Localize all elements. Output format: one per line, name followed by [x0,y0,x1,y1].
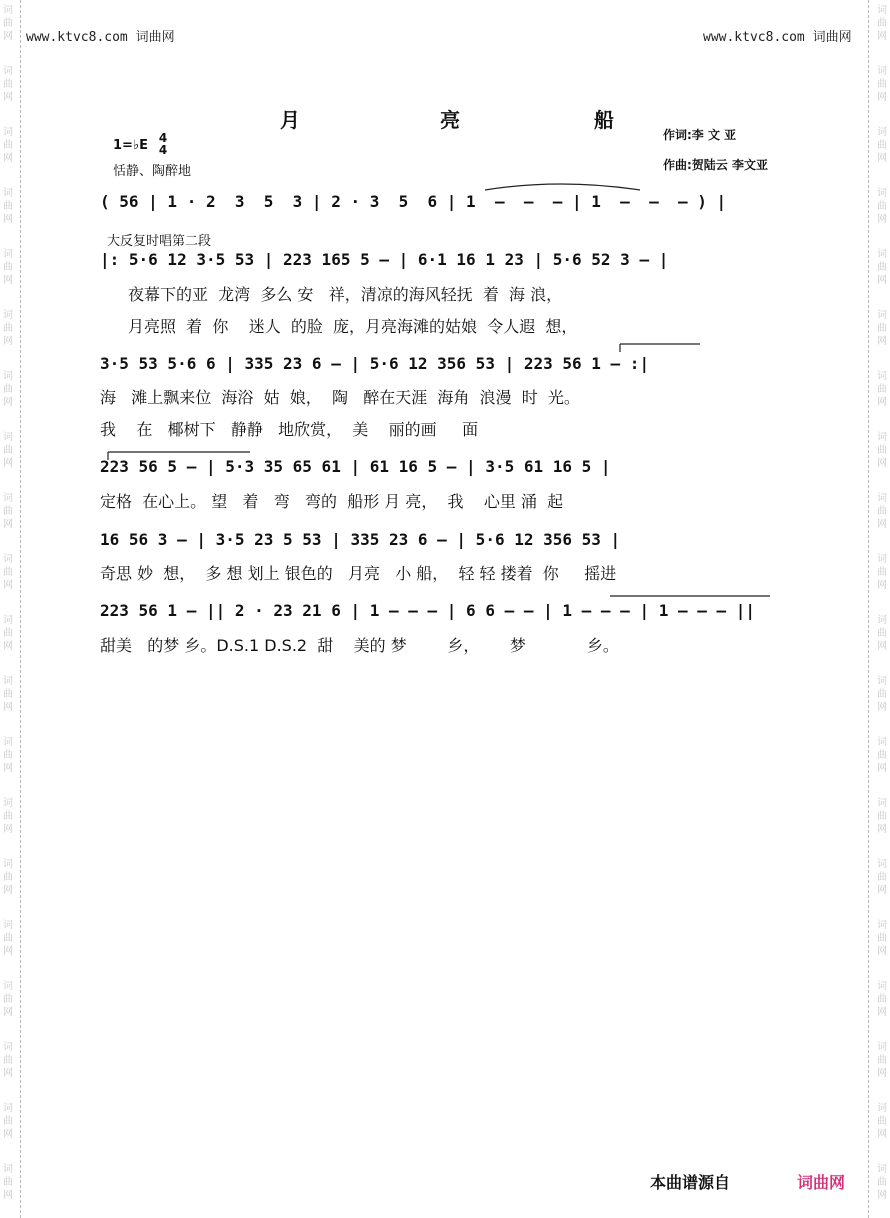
side-watermark [875,65,889,104]
side-watermark [1,553,15,592]
side-watermark [875,431,889,470]
side-watermark-char: 网 [877,763,887,774]
side-watermark [875,1163,889,1202]
side-watermark [1,675,15,714]
side-watermark-char: 曲 [877,445,887,456]
side-watermark-char: 曲 [877,811,887,822]
side-watermark-char: 曲 [877,1177,887,1188]
side-watermark-char: 曲 [877,18,887,29]
score-row-4-notes: 223 56 5 — | 5·3 35 65 61 | 61 16 5 — | 3·5 61 16 5 | [100,457,611,476]
side-watermark-char: 网 [877,214,887,225]
side-watermark-char: 网 [3,31,13,42]
side-watermark-char: 网 [3,763,13,774]
side-watermark [1,1041,15,1080]
side-watermark [875,1041,889,1080]
side-watermark-char: 词 [3,1164,13,1175]
side-watermark-char: 网 [877,1129,887,1140]
side-watermark-char: 词 [877,371,887,382]
side-watermark-char: 网 [3,702,13,713]
side-watermark-char: 网 [877,1007,887,1018]
side-watermark-char: 词 [3,5,13,16]
side-watermark-char: 网 [3,153,13,164]
side-watermark-char: 词 [877,920,887,931]
side-watermark-char: 网 [877,31,887,42]
side-watermark-char: 曲 [3,628,13,639]
side-watermark [875,614,889,653]
repeat-instruction: 大反复时唱第二段 [107,234,212,249]
side-watermark-char: 词 [877,1103,887,1114]
time-sig-top: 4 [158,131,168,145]
side-watermark-char: 词 [877,859,887,870]
side-watermark-char: 网 [3,519,13,530]
side-watermark-char: 曲 [877,201,887,212]
side-watermark [875,553,889,592]
site-url-left[interactable]: www.ktvc8.com 词曲网 [26,30,175,45]
side-watermark [1,370,15,409]
side-watermark-char: 网 [877,885,887,896]
side-watermark-char: 曲 [877,79,887,90]
side-watermark-char: 词 [877,310,887,321]
left-watermark-strip [0,0,16,1218]
side-watermark-char: 曲 [3,506,13,517]
side-watermark-char: 词 [3,127,13,138]
side-watermark-char: 网 [877,275,887,286]
side-watermark-char: 曲 [877,994,887,1005]
side-watermark-char: 网 [877,702,887,713]
left-dashed-guide [20,0,21,1218]
side-watermark-char: 网 [877,92,887,103]
score-row-3-notes: 3·5 53 5·6 6 | 335 23 6 — | 5·6 12 356 53 | 223 56 1 — :| [100,354,650,373]
side-watermark-char: 词 [3,798,13,809]
side-watermark-char: 网 [3,214,13,225]
side-watermark-char: 词 [877,737,887,748]
lyric-row-5: 奇思 妙 想， 多 想 划上 银色的 月亮 小 船， 轻 轻 搂着 你 摇进 [100,564,617,583]
side-watermark-char: 曲 [877,262,887,273]
side-watermark-char: 词 [3,554,13,565]
side-watermark-char: 曲 [877,1116,887,1127]
side-watermark-char: 曲 [3,689,13,700]
side-watermark-char: 曲 [877,689,887,700]
side-watermark-char: 曲 [877,933,887,944]
side-watermark-char: 词 [877,554,887,565]
side-watermark-char: 曲 [877,567,887,578]
side-watermark-char: 曲 [3,18,13,29]
right-watermark-strip [874,0,890,1218]
side-watermark [1,858,15,897]
side-watermark-char: 曲 [877,750,887,761]
score-row-2-notes: |: 5·6 12 3·5 53 | 223 165 5 — | 6·1 16 1 23 | 5·6 52 3 — | [100,250,669,269]
side-watermark [875,248,889,287]
side-watermark-char: 曲 [3,384,13,395]
lyric-row-4: 定格 在心上。 望 着 弯 弯的 船形 月 亮， 我 心里 涌 起 [100,492,564,511]
key-signature: 1=♭E [113,138,148,153]
side-watermark-char: 曲 [877,384,887,395]
side-watermark [1,736,15,775]
side-watermark [875,919,889,958]
lyric-row-3-verse-2: 我 在 椰树下 静静 地欣赏， 美 丽的画 面 [100,420,479,439]
side-watermark-char: 词 [3,310,13,321]
side-watermark-char: 曲 [3,933,13,944]
side-watermark-char: 网 [3,1129,13,1140]
side-watermark-char: 词 [877,5,887,16]
lyric-row-6: 甜美 的梦 乡。D.S.1 D.S.2 甜 美的 梦 乡， 梦 乡。 [100,636,619,655]
side-watermark-char: 词 [877,432,887,443]
side-watermark-char: 曲 [3,140,13,151]
time-signature [157,132,169,156]
side-watermark-char: 词 [3,981,13,992]
side-watermark-char: 词 [3,493,13,504]
side-watermark-char: 词 [3,1103,13,1114]
side-watermark-char: 词 [877,249,887,260]
side-watermark [1,614,15,653]
side-watermark [875,675,889,714]
time-sig-bottom: 4 [158,143,168,157]
side-watermark [875,370,889,409]
side-watermark-char: 词 [3,188,13,199]
side-watermark-char: 曲 [877,872,887,883]
side-watermark-char: 词 [3,371,13,382]
score-row-5-notes: 16 56 3 — | 3·5 23 5 53 | 335 23 6 — | 5·6 12 356 53 | [100,530,621,549]
side-watermark-char: 词 [3,676,13,687]
right-dashed-guide [868,0,869,1218]
side-watermark-char: 词 [3,1042,13,1053]
side-watermark-char: 曲 [877,506,887,517]
composer: 作曲:贺陆云 李文亚 [663,158,768,172]
source-label: 本曲谱源自 [650,1173,731,1192]
side-watermark [875,309,889,348]
lyricist: 作词:李 文 亚 [663,128,737,142]
side-watermark-char: 词 [877,493,887,504]
side-watermark-char: 曲 [3,201,13,212]
side-watermark-char: 网 [877,519,887,530]
side-watermark-char: 曲 [3,1116,13,1127]
side-watermark-char: 词 [3,615,13,626]
side-watermark [1,309,15,348]
side-watermark-char: 曲 [3,1055,13,1066]
score-row-6-notes: 223 56 1 — || 2 · 23 21 6 | 1 — — — | 6 6 — — | 1 — — — | 1 — — — || [100,601,756,620]
side-watermark [1,492,15,531]
side-watermark-char: 网 [877,153,887,164]
side-watermark-char: 词 [3,920,13,931]
side-watermark-char: 网 [877,336,887,347]
side-watermark-char: 词 [877,188,887,199]
side-watermark-char: 词 [3,66,13,77]
side-watermark-char: 词 [877,1164,887,1175]
side-watermark-char: 曲 [3,750,13,761]
side-watermark-char: 网 [877,946,887,957]
side-watermark [1,187,15,226]
side-watermark-char: 曲 [877,1055,887,1066]
side-watermark-char: 网 [3,275,13,286]
side-watermark [1,65,15,104]
side-watermark-char: 网 [877,641,887,652]
side-watermark-char: 曲 [3,262,13,273]
side-watermark [1,919,15,958]
side-watermark [875,187,889,226]
side-watermark-char: 网 [877,397,887,408]
side-watermark-char: 曲 [3,872,13,883]
side-watermark-char: 词 [877,1042,887,1053]
lyric-row-3-verse-1: 海 滩上飘来位 海浴 姑 娘， 陶 醉在天涯 海角 浪漫 时 光。 [100,388,580,407]
side-watermark-char: 网 [3,458,13,469]
title-char-3: 船 [594,108,614,132]
side-watermark-char: 网 [877,1190,887,1201]
side-watermark-char: 曲 [3,567,13,578]
side-watermark [875,858,889,897]
side-watermark [1,248,15,287]
side-watermark-char: 词 [3,859,13,870]
brand-link[interactable]: 词曲网 [797,1173,846,1192]
side-watermark [875,492,889,531]
side-watermark-char: 网 [3,1068,13,1079]
side-watermark-char: 词 [3,737,13,748]
site-url-right[interactable]: www.ktvc8.com 词曲网 [703,30,852,45]
side-watermark-char: 词 [3,432,13,443]
side-watermark-char: 曲 [3,1177,13,1188]
side-watermark [1,126,15,165]
side-watermark [1,980,15,1019]
side-watermark-char: 网 [877,1068,887,1079]
side-watermark-char: 网 [3,336,13,347]
side-watermark-char: 曲 [3,323,13,334]
side-watermark [875,736,889,775]
side-watermark [1,797,15,836]
side-watermark-char: 曲 [3,994,13,1005]
side-watermark-char: 词 [877,127,887,138]
side-watermark-char: 词 [877,676,887,687]
side-watermark [875,4,889,43]
side-watermark [875,1102,889,1141]
side-watermark-char: 词 [3,249,13,260]
side-watermark-char: 网 [877,824,887,835]
side-watermark-char: 曲 [877,140,887,151]
side-watermark-char: 曲 [877,628,887,639]
lyric-row-2-verse-1: 夜幕下的亚 龙湾 多么 安 祥，清凉的海风轻抚 着 海 浪， [128,285,563,304]
side-watermark [875,797,889,836]
side-watermark-char: 网 [3,824,13,835]
title-char-1: 月 [280,108,300,132]
side-watermark [1,1163,15,1202]
side-watermark-char: 网 [3,1190,13,1201]
side-watermark [1,1102,15,1141]
lyric-row-2-verse-2: 月亮照 着 你 迷人 的脸 庞，月亮海滩的姑娘 令人遐 想， [128,317,578,336]
side-watermark-char: 网 [877,580,887,591]
tempo-marking: 恬静、陶醉地 [113,164,192,179]
side-watermark-char: 曲 [3,445,13,456]
side-watermark-char: 网 [877,458,887,469]
side-watermark [875,980,889,1019]
side-watermark [875,126,889,165]
side-watermark [1,4,15,43]
side-watermark-char: 词 [877,66,887,77]
side-watermark [1,431,15,470]
side-watermark-char: 曲 [877,323,887,334]
side-watermark-char: 网 [3,580,13,591]
tie-arc-1 [485,184,640,190]
side-watermark-char: 网 [3,92,13,103]
side-watermark-char: 曲 [3,811,13,822]
side-watermark-char: 词 [877,981,887,992]
score-row-1-notes: ( 56 | 1 · 2 3 5 3 | 2 · 3 5 6 | 1 — — — | 1 — — — ) | [100,192,727,211]
side-watermark-char: 网 [3,885,13,896]
side-watermark-char: 网 [3,1007,13,1018]
side-watermark-char: 网 [3,946,13,957]
side-watermark-char: 网 [3,397,13,408]
side-watermark-char: 词 [877,615,887,626]
side-watermark-char: 曲 [3,79,13,90]
title-char-2: 亮 [440,108,460,132]
side-watermark-char: 词 [877,798,887,809]
side-watermark-char: 网 [3,641,13,652]
